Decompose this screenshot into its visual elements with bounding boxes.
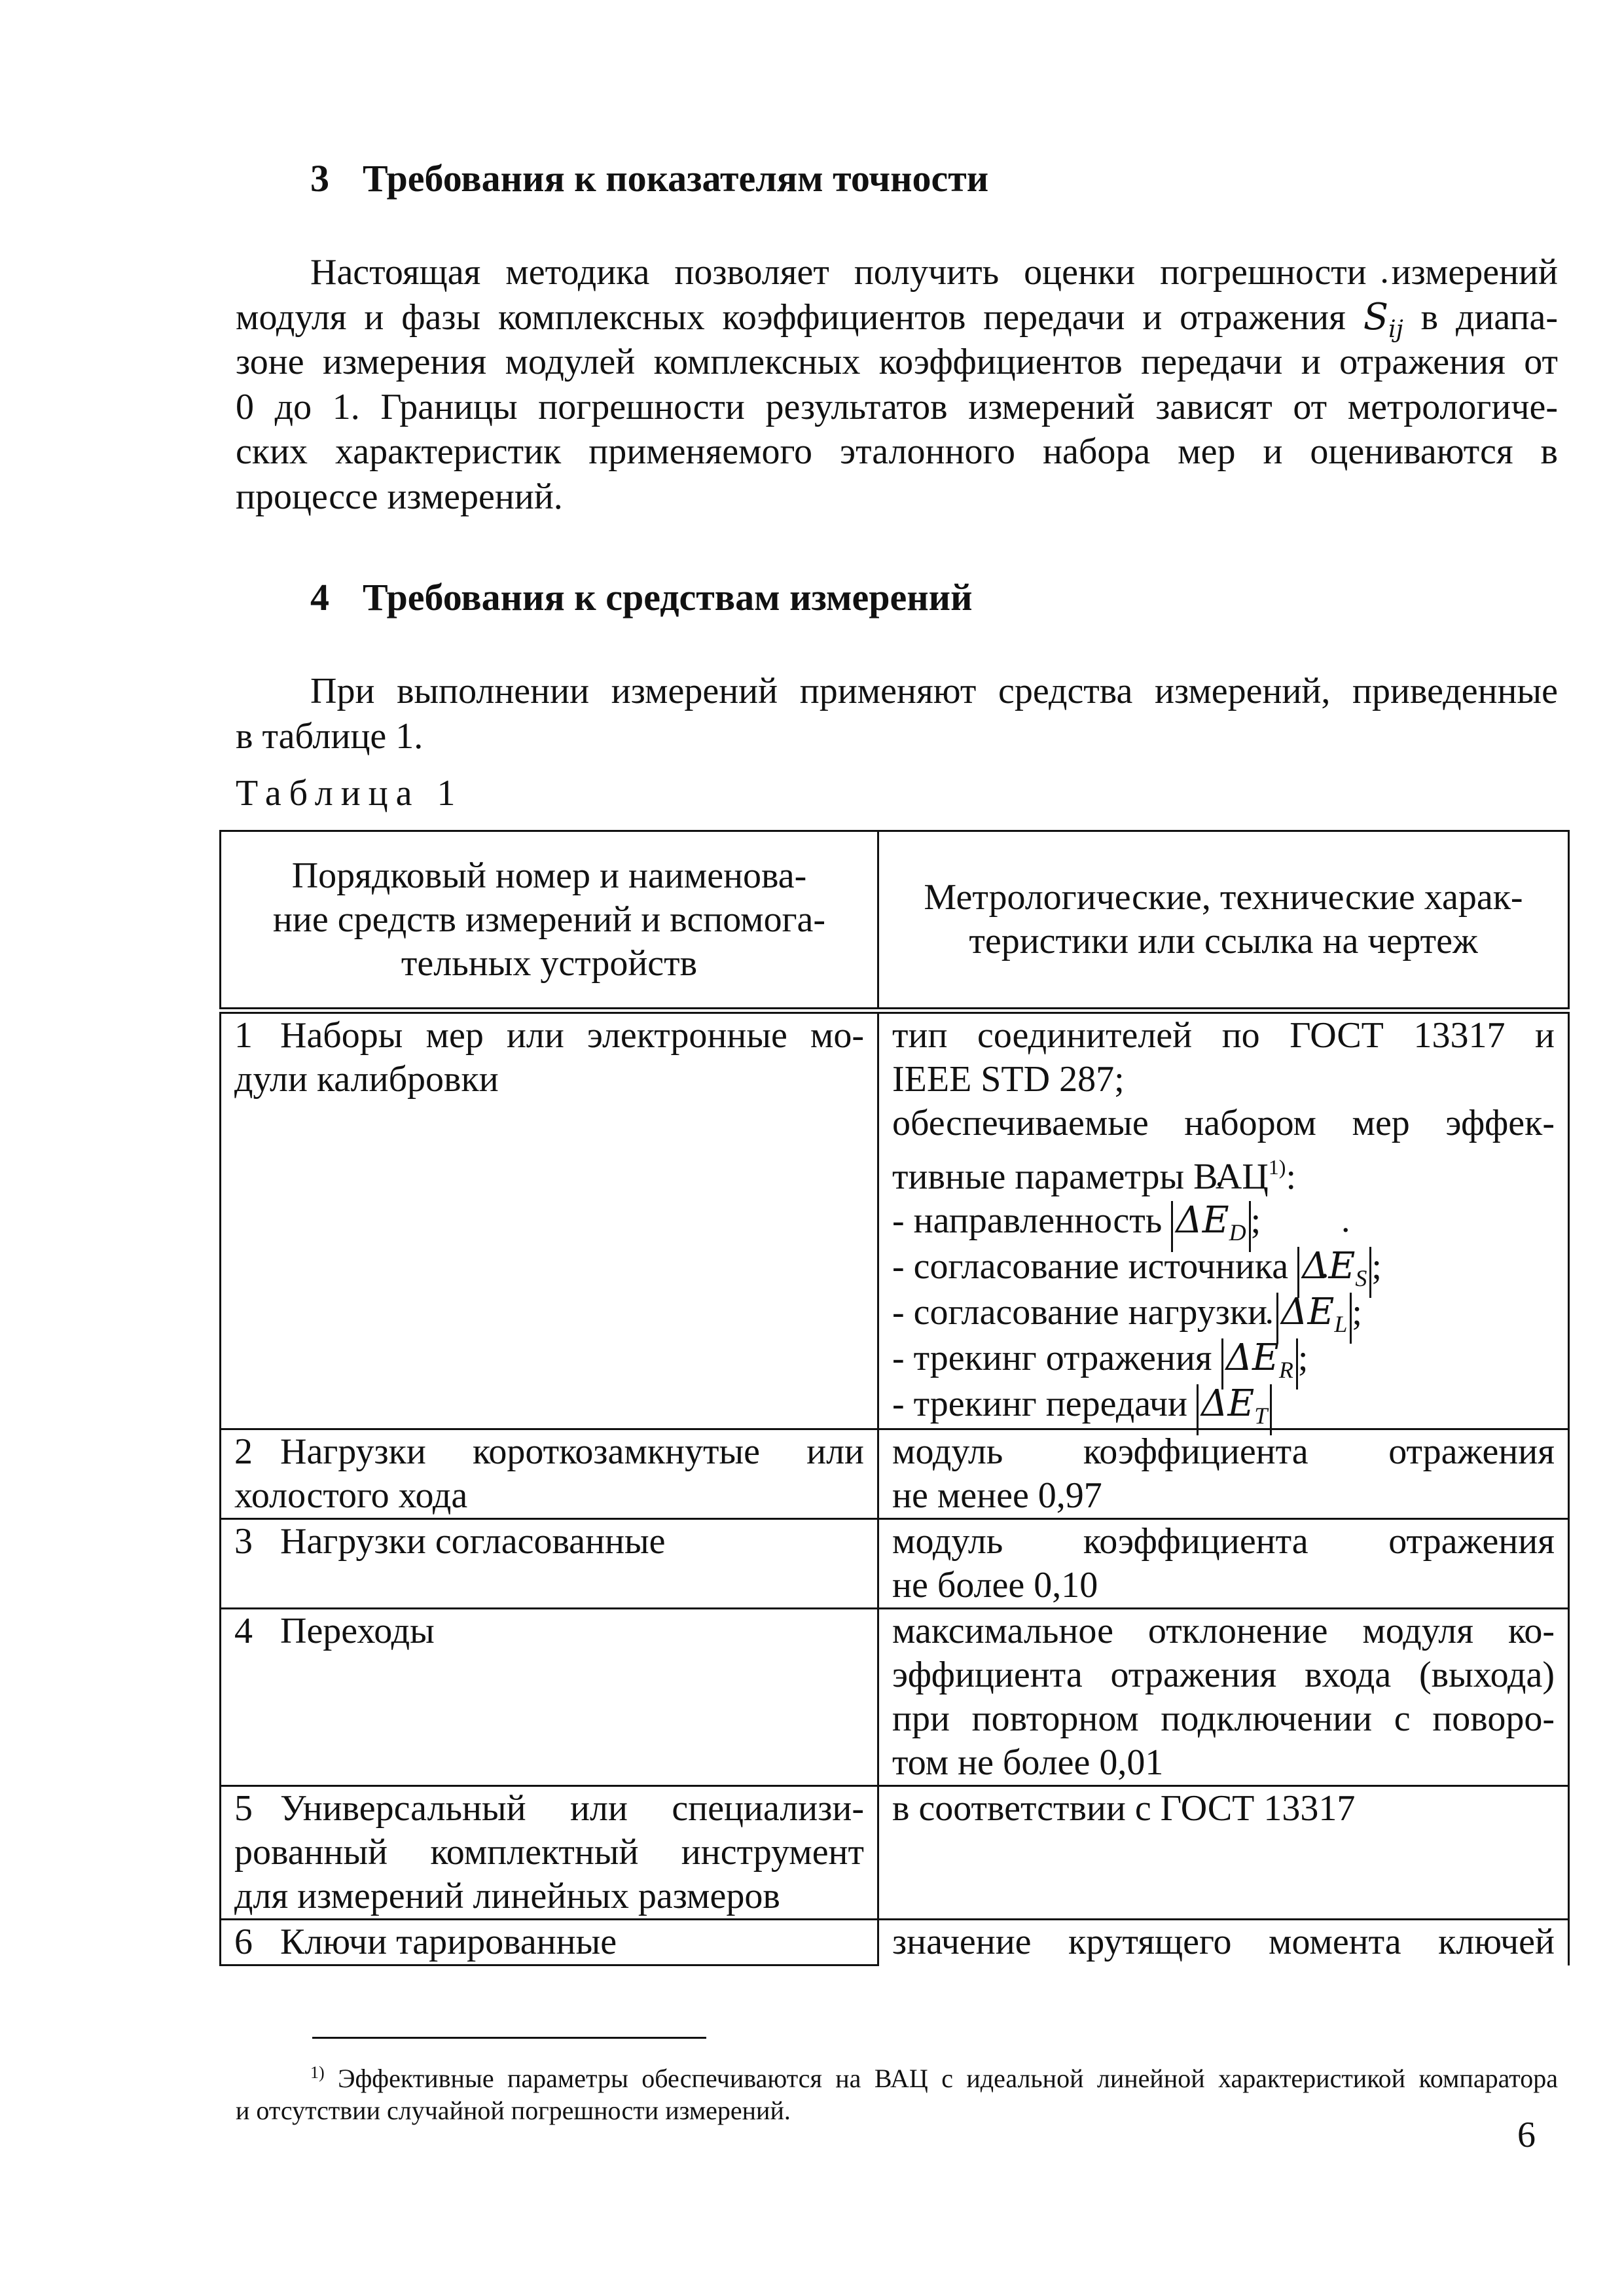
- paragraph-line: в таблице 1.: [236, 715, 424, 757]
- list-item: - направленность Δ˙ $E_D$ ;: [892, 1199, 1555, 1245]
- section-3-title: Требования к показателям точности: [363, 157, 989, 200]
- table-caption: Таблица 1: [236, 773, 463, 814]
- delta-e-symbol: Δ˙ $E_R$: [1221, 1338, 1298, 1390]
- delta-e-symbol: Δ˙ $E_D$: [1171, 1201, 1250, 1252]
- characteristics-cell: модуль коэффициента отражения не менее 0,97: [878, 1429, 1569, 1519]
- list-item: - согласование источника Δ˙ $E_S$ ;: [892, 1245, 1555, 1291]
- characteristics-cell: максимальное отклонение модуля ко- эффициента отражения входа (выхода) при повторном подключении с поворо- том не более 0,01: [878, 1609, 1569, 1786]
- header-cell-instruments: Порядковый номер и наименова- ние средств измерений и вспомога- тельных устройств: [221, 831, 878, 1011]
- paragraph-line: При выполнении измерений применяют средства измерений, приведенные: [310, 671, 1558, 711]
- instrument-cell: 3 Нагрузки согласованные: [221, 1519, 878, 1609]
- delta-e-symbol: Δ˙ $E_S$: [1297, 1247, 1371, 1298]
- section-4-title: Требования к средствам измерений: [363, 576, 973, 619]
- header-cell-characteristics: Метрологические, технические харак- теристики или ссылка на чертеж: [878, 831, 1569, 1011]
- section-3-number: 3: [310, 157, 329, 200]
- section-4-heading: [310, 575, 973, 620]
- section-4-paragraph: [236, 669, 1558, 759]
- footnote: $^{1)}$ Эффективные параметры обеспечиваются на ВАЦ с идеальной линейной характеристикой компаратора и отсутствии случайной погрешности измерений.: [236, 2063, 1558, 2125]
- table-row: [221, 1011, 1569, 1429]
- delta-e-symbol: Δ˙ $E_T$: [1197, 1384, 1272, 1435]
- table-row: [221, 1609, 1569, 1786]
- table-header-row: [221, 831, 1569, 1011]
- delta-e-symbol: Δ˙ $E_L$: [1276, 1293, 1352, 1344]
- section-3-heading: [310, 156, 988, 202]
- list-item: - трекинг отражения Δ˙ $E_R$ ;: [892, 1336, 1555, 1382]
- list-item: - согласование нагрузки Δ˙ $E_L$ ;: [892, 1291, 1555, 1336]
- list-item: - трекинг передачи Δ˙ $E_T$: [892, 1382, 1555, 1428]
- paragraph-line: 0 до 1. Границы погрешности результатов измерений зависят от метрологиче-: [236, 386, 1558, 427]
- s-ij-symbol: ˙ $S_{ij}$: [1363, 295, 1403, 353]
- paragraph-line: Настоящая методика позволяет получить оценки погрешности измерений: [310, 252, 1558, 293]
- characteristics-cell: значение крутящего момента ключей: [878, 1920, 1569, 1965]
- characteristics-cell: в соответствии с ГОСТ 13317: [878, 1786, 1569, 1920]
- instrument-cell: 6 Ключи тарированные: [221, 1920, 878, 1965]
- footnote-mark: 1): [310, 2063, 325, 2082]
- paragraph-line: ских характеристик применяемого эталонного набора мер и оцениваются в: [236, 431, 1558, 472]
- paragraph-line: процессе измерений.: [236, 476, 563, 517]
- instrument-cell: 5 Универсальный или специализи- рованный комплектный инструмент для измерений линейных размеров: [221, 1786, 878, 1920]
- footnote-rule: [312, 2037, 706, 2039]
- page-number: 6: [1517, 2115, 1536, 2155]
- paragraph-line: модуля и фазы комплексных коэффициентов передачи и отражения ˙ $S_{ij}$ в диапа-: [236, 295, 1558, 340]
- section-3-paragraph: [236, 250, 1558, 519]
- instrument-cell: 1 Наборы мер или электронные мо- дули калибровки: [221, 1011, 878, 1429]
- instrument-cell: 4 Переходы: [221, 1609, 878, 1786]
- section-4-number: 4: [310, 576, 329, 619]
- instrument-cell: 2 Нагрузки короткозамкнутые или холостого хода: [221, 1429, 878, 1519]
- table-row: [221, 1786, 1569, 1920]
- footnote-ref: 1): [1268, 1155, 1286, 1179]
- characteristics-cell: тип соединителей по ГОСТ 13317 и IEEE STD 287; обеспечиваемые набором мер эффек- тивные параметры ВАЦ$^{1)}$: - направленность Δ˙ $E_D$ ; - согласование источника Δ˙ $E_S$ ; - согласование нагрузки Δ˙ $E_L$ ; - трекинг отражения Δ˙ $E_R$ ; - трекинг передачи Δ˙ $E_T$: [878, 1011, 1569, 1429]
- table-row: [221, 1519, 1569, 1609]
- paragraph-line: зоне измерения модулей комплексных коэффициентов передачи и отражения от: [236, 342, 1558, 382]
- instruments-table: [219, 830, 1570, 1966]
- table-row: [221, 1920, 1569, 1965]
- characteristics-cell: модуль коэффициента отражения не более 0,10: [878, 1519, 1569, 1609]
- table-row: [221, 1429, 1569, 1519]
